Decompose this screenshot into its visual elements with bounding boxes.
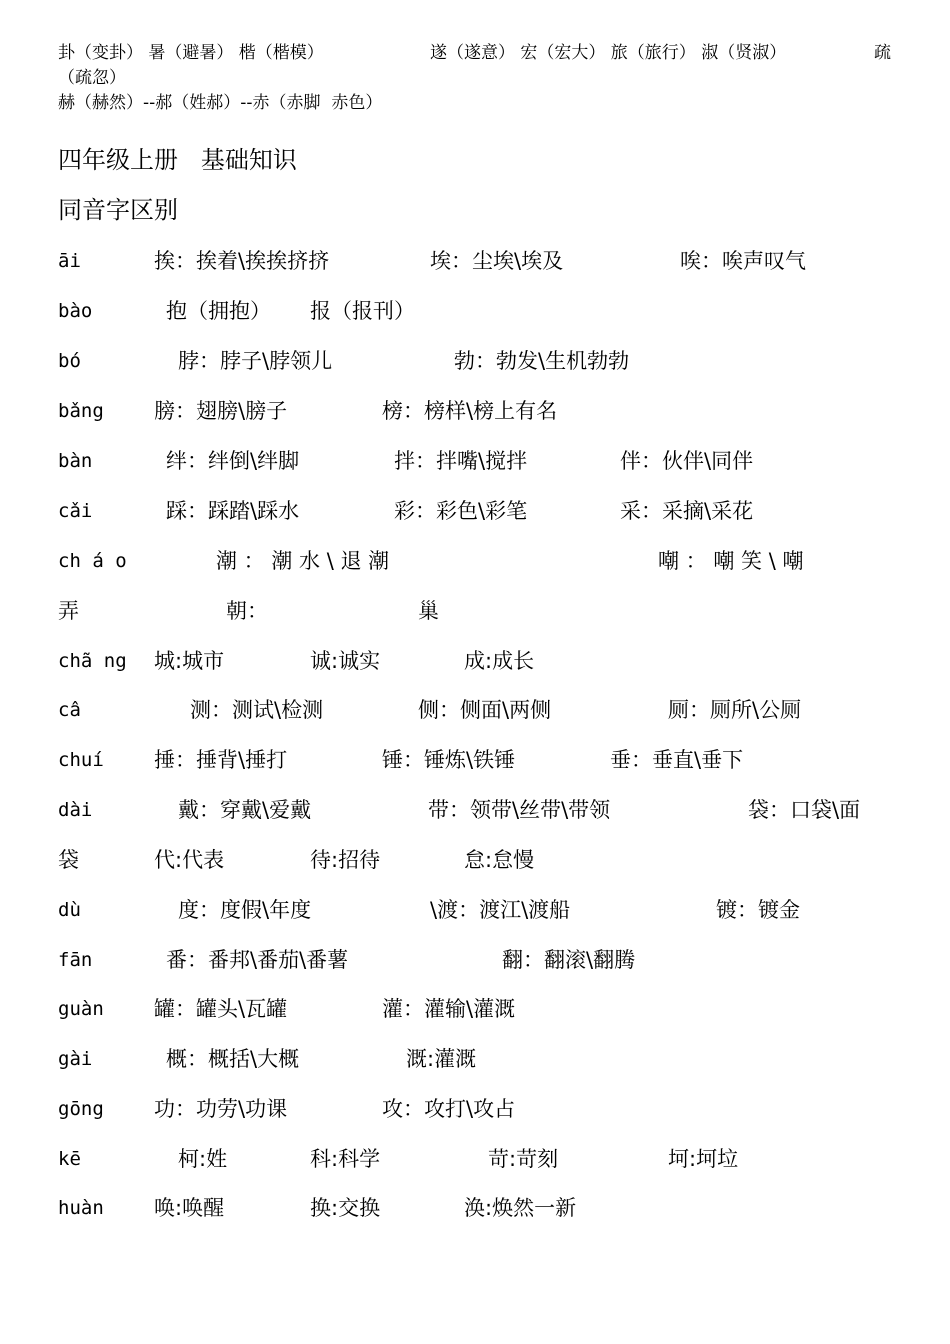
pinyin-label: 袋 xyxy=(58,848,79,872)
word-group: 彩：彩色\彩笔 xyxy=(394,499,528,523)
word-group: 抱（拥抱） xyxy=(166,299,271,323)
word-group: 袋：口袋\面 xyxy=(748,798,861,822)
top-line-2: （疏忽） xyxy=(58,68,126,88)
word-group: 伴：伙伴\同伴 xyxy=(620,449,754,473)
pinyin-label: bó xyxy=(58,350,81,372)
word-group: 科:科学 xyxy=(310,1147,381,1171)
word-group: \渡：渡江\渡船 xyxy=(430,898,571,922)
word-group: 厕：厕所\公厕 xyxy=(668,698,802,722)
word-group: 勃：勃发\生机勃勃 xyxy=(454,349,630,373)
word-group: 灌：灌输\灌溉 xyxy=(382,997,516,1021)
pinyin-label: gōng xyxy=(58,1098,104,1120)
pinyin-label: guàn xyxy=(58,998,104,1020)
homophone-row xyxy=(0,345,950,377)
word-group: 怠:怠慢 xyxy=(464,848,535,872)
pinyin-label: chuí xyxy=(58,749,104,771)
word-group: 垂：垂直\垂下 xyxy=(610,748,744,772)
word-group: 番：番邦\番茄\番薯 xyxy=(166,948,349,972)
homophone-row xyxy=(0,794,950,826)
word-group: 苛:苛刻 xyxy=(488,1147,559,1171)
word-group: 功：功劳\功课 xyxy=(154,1097,288,1121)
pinyin-label: dài xyxy=(58,799,93,821)
top-line-1b: 遂（遂意） 宏（宏大） 旅（旅行） 淑（贤淑） xyxy=(430,43,787,63)
word-group: 报（报刊） xyxy=(310,299,415,323)
homophone-row xyxy=(0,1143,950,1175)
word-group: 踩：踩踏\踩水 xyxy=(166,499,300,523)
pinyin-label: huàn xyxy=(58,1197,104,1219)
word-group: 唉：唉声叹气 xyxy=(680,249,806,273)
pinyin-label: bàn xyxy=(58,450,93,472)
pinyin-label: bǎng xyxy=(58,400,104,422)
word-group: 成:成长 xyxy=(464,649,535,673)
pinyin-label: ch á o xyxy=(58,550,127,572)
homophone-row xyxy=(0,595,950,627)
word-group: 唤:唤醒 xyxy=(154,1196,225,1220)
homophone-row xyxy=(0,694,950,726)
homophone-row xyxy=(0,245,950,277)
homophone-row xyxy=(0,395,950,427)
pinyin-label: kē xyxy=(58,1148,81,1170)
homophone-row xyxy=(0,1093,950,1125)
word-group: 侧：侧面\两侧 xyxy=(418,698,552,722)
word-group: 诚:诚实 xyxy=(310,649,381,673)
word-group: 罐：罐头\瓦罐 xyxy=(154,997,288,1021)
word-group: 待:招待 xyxy=(310,848,381,872)
word-group: 脖：脖子\脖领儿 xyxy=(178,349,333,373)
word-group: 戴：穿戴\爱戴 xyxy=(178,798,312,822)
homophone-row xyxy=(0,495,950,527)
word-group: 翻：翻滚\翻腾 xyxy=(502,948,636,972)
homophone-row xyxy=(0,545,950,577)
word-group: 度：度假\年度 xyxy=(178,898,312,922)
word-group: 带：领带\丝带\带领 xyxy=(428,798,611,822)
pinyin-label: fān xyxy=(58,949,93,971)
word-group: 柯:姓 xyxy=(178,1147,228,1171)
word-group: 榜：榜样\榜上有名 xyxy=(382,399,558,423)
word-group: 镀：镀金 xyxy=(716,898,800,922)
word-group: 采：采摘\采花 xyxy=(620,499,754,523)
pinyin-label: bào xyxy=(58,300,93,322)
word-group: 坷:坷垃 xyxy=(668,1147,739,1171)
top-line-1c: 疏 xyxy=(874,43,891,63)
word-group: 挨：挨着\挨挨挤挤 xyxy=(154,249,330,273)
homophone-row xyxy=(0,993,950,1025)
word-group: 拌：拌嘴\搅拌 xyxy=(394,449,528,473)
pinyin-label: câ xyxy=(58,699,81,721)
homophone-row xyxy=(0,1192,950,1224)
homophone-row xyxy=(0,645,950,677)
homophone-row xyxy=(0,1043,950,1075)
word-group: 溉:灌溉 xyxy=(406,1047,477,1071)
homophone-row xyxy=(0,844,950,876)
homophone-row xyxy=(0,744,950,776)
homophone-row xyxy=(0,445,950,477)
word-group: 城:城市 xyxy=(154,649,225,673)
word-group: 涣:焕然一新 xyxy=(464,1196,577,1220)
pinyin-label: āi xyxy=(58,250,81,272)
word-group: 嘲 ： 嘲 笑 \ 嘲 xyxy=(658,549,804,573)
word-group: 代:代表 xyxy=(154,848,225,872)
word-group: 捶：捶背\捶打 xyxy=(154,748,288,772)
word-group: 朝： xyxy=(226,599,268,623)
word-group: 巢 xyxy=(418,599,439,623)
pinyin-label: gài xyxy=(58,1048,93,1070)
section-title: 四年级上册 基础知识 xyxy=(58,146,297,174)
subtitle: 同音字区别 xyxy=(58,196,178,224)
word-group: 潮 ： 潮 水 \ 退 潮 xyxy=(216,549,390,573)
pinyin-label: cǎi xyxy=(58,500,93,522)
word-group: 换:交换 xyxy=(310,1196,381,1220)
pinyin-label: 弄 xyxy=(58,599,79,623)
word-group: 埃：尘埃\埃及 xyxy=(430,249,564,273)
pinyin-label: dù xyxy=(58,899,81,921)
word-group: 膀：翅膀\膀子 xyxy=(154,399,288,423)
word-group: 锤：锤炼\铁锤 xyxy=(382,748,516,772)
top-line-3: 赫（赫然）--郝（姓郝）--赤（赤脚 赤色） xyxy=(58,93,383,113)
homophone-row xyxy=(0,944,950,976)
word-group: 绊：绊倒\绊脚 xyxy=(166,449,300,473)
word-group: 概：概括\大概 xyxy=(166,1047,300,1071)
homophone-row xyxy=(0,295,950,327)
word-group: 攻：攻打\攻占 xyxy=(382,1097,516,1121)
homophone-row xyxy=(0,894,950,926)
word-group: 测：测试\检测 xyxy=(190,698,324,722)
top-line-1a: 卦（变卦） 暑（避暑） 楷（楷模） xyxy=(58,43,324,63)
pinyin-label: chã ng xyxy=(58,650,127,672)
